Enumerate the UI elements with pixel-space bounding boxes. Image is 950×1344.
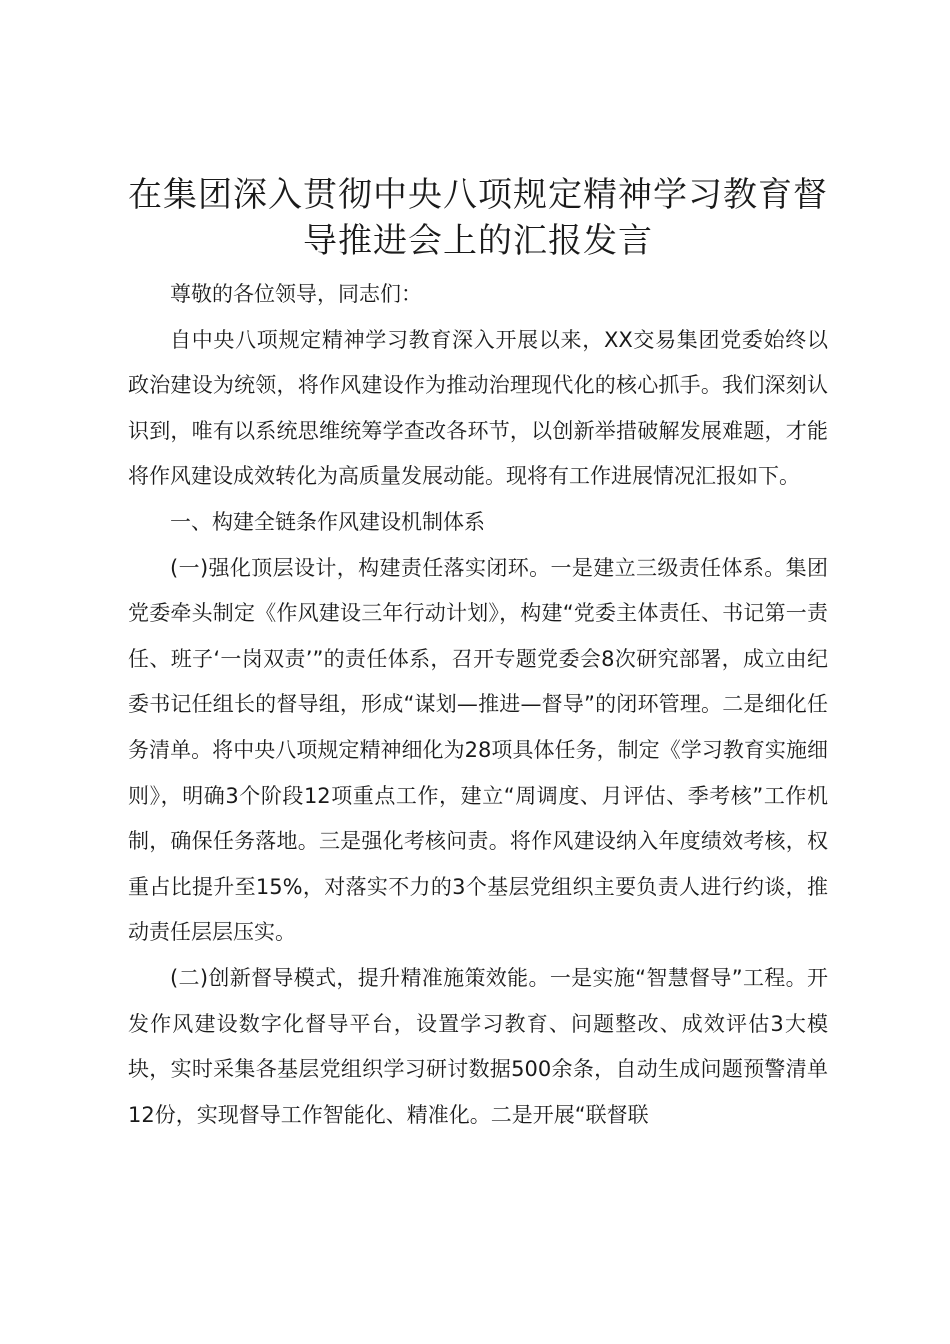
document-title <box>128 172 828 264</box>
section-1-heading: 一、构建全链条作风建设机制体系 <box>170 509 485 534</box>
section-1-sub-2-paragraph: (二)创新督导模式，提升精准施策效能。一是实施“智慧督导”工程。开发作风建设数字化督导平台，设置学习教育、问题整改、成效评估3大模块，实时采集各基层党组织学习研讨数据500余条，自动生成问题预警清单12份，实现督导工作智能化、精准化。二是开展“联督联 <box>128 965 828 1127</box>
intro-paragraph: 自中央八项规定精神学习教育深入开展以来，XX交易集团党委始终以政治建设为统领，将作风建设作为推动治理现代化的核心抓手。我们深刻认识到，唯有以系统思维统筹学查改各环节，以创新举措破解发展难题，才能将作风建设成效转化为高质量发展动能。现将有工作进展情况汇报如下。 <box>128 327 828 489</box>
title-line-2: 导推进会上的汇报发言 <box>303 221 653 261</box>
document-page <box>128 172 828 1138</box>
salutation: 尊敬的各位领导，同志们： <box>170 282 422 306</box>
title-line-1: 在集团深入贯彻中央八项规定精神学习教育督 <box>128 175 828 215</box>
document-body <box>128 272 828 1138</box>
section-1-sub-1-paragraph: (一)强化顶层设计，构建责任落实闭环。一是建立三级责任体系。集团党委牵头制定《作风建设三年行动计划》，构建“党委主体责任、书记第一责任、班子‘一岗双责’”的责任体系，召开专题党委会8次研究部署，成立由纪委书记任组长的督导组，形成“谋划—推进—督导”的闭环管理。二是细化任务清单。将中央八项规定精神细化为28项具体任务，制定《学习教育实施细则》，明确3个阶段12项重点工作，建立“周调度、月评估、季考核”工作机制，确保任务落地。三是强化考核问责。将作风建设纳入年度绩效考核，权重占比提升至15%，对落实不力的3个基层党组织主要负责人进行约谈，推动责任层层压实。 <box>128 555 828 945</box>
